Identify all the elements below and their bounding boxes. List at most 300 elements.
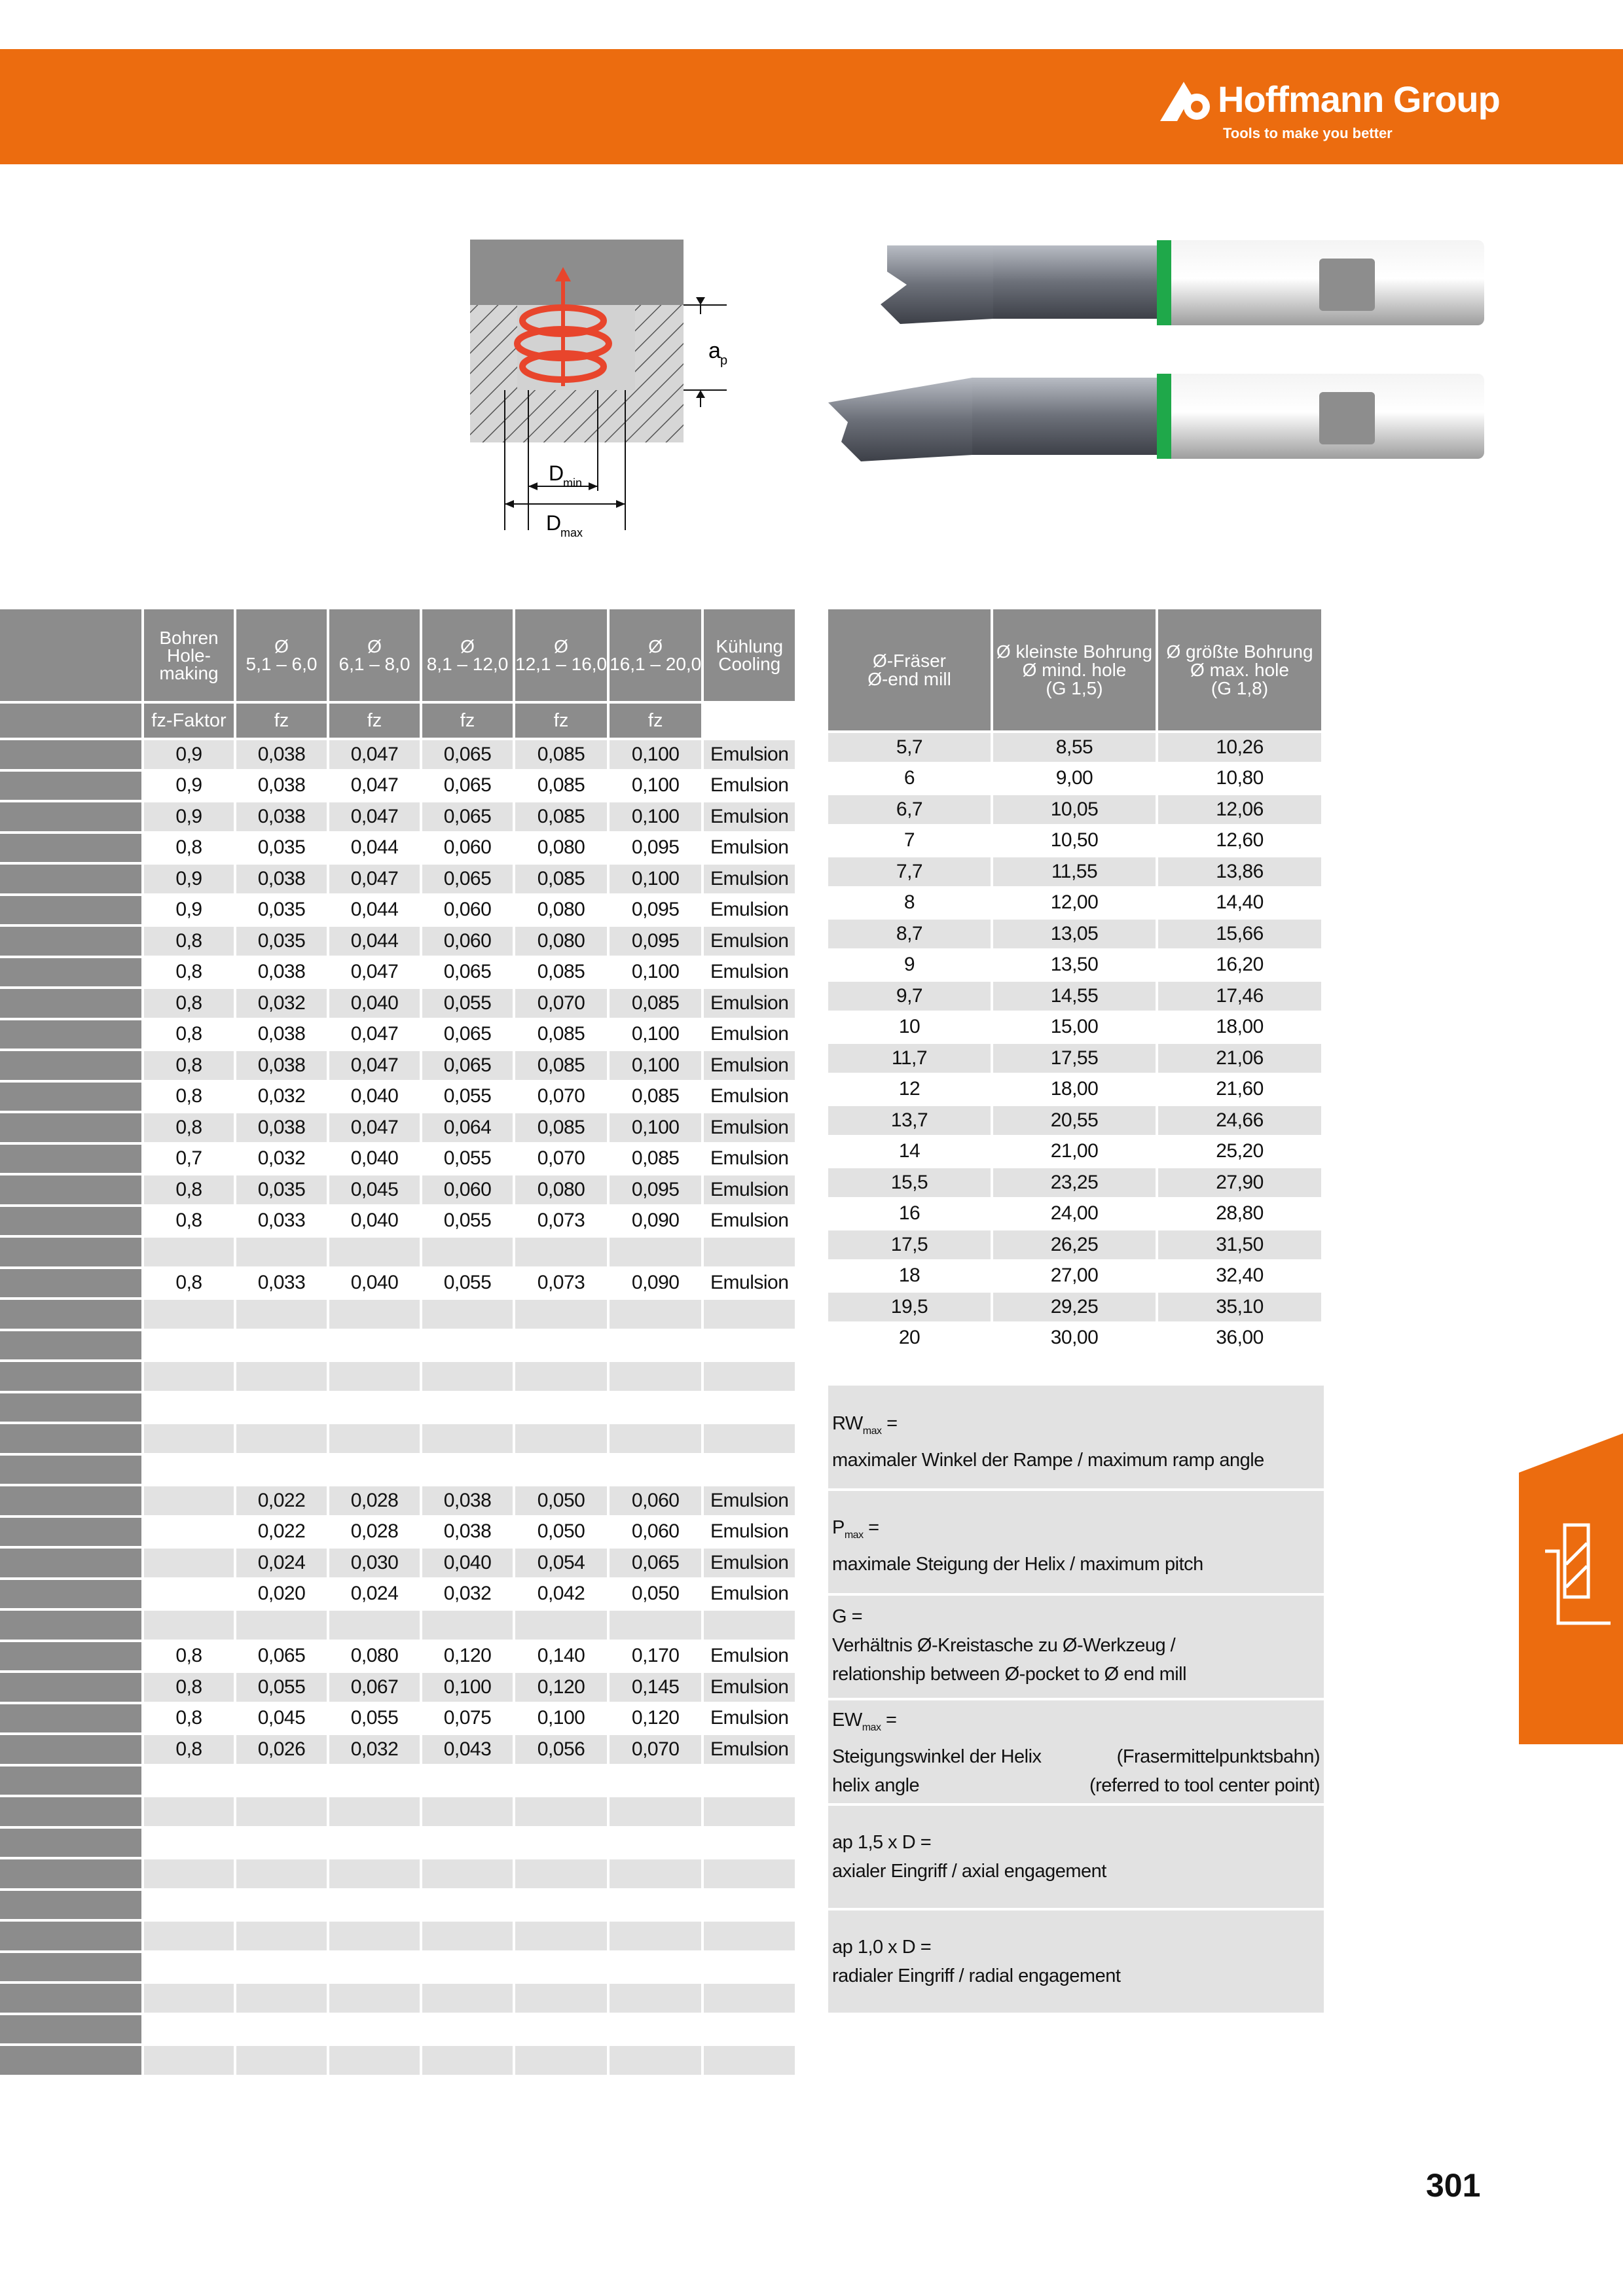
table-cell xyxy=(329,1981,422,2013)
table-cell xyxy=(610,1391,704,1422)
table-cell: 0,085 xyxy=(610,1080,704,1111)
table-cell: 0,055 xyxy=(422,1142,515,1174)
table-cell xyxy=(236,1359,329,1391)
table-cell: 0,080 xyxy=(515,924,610,956)
ap10-symbol: ap 1,0 x D = xyxy=(832,1937,932,1958)
table-cell xyxy=(144,1795,236,1826)
table-cell xyxy=(422,1329,515,1360)
table-cell xyxy=(610,1608,704,1640)
table-cell: 0,100 xyxy=(422,1670,515,1702)
p-eq: = xyxy=(863,1517,879,1538)
table-cell: 0,042 xyxy=(515,1577,610,1609)
table-cell xyxy=(515,1422,610,1453)
table-cell: 0,8 xyxy=(144,1732,236,1764)
dmin-label-sub: min xyxy=(563,476,583,490)
table-cell: Emulsion xyxy=(704,1670,797,1702)
row-label-cell xyxy=(0,1329,144,1360)
table-cell: 27,00 xyxy=(993,1259,1158,1291)
end-mill-tool-image xyxy=(822,232,1486,468)
table-row xyxy=(0,1919,797,1950)
row-label-cell xyxy=(0,1111,144,1142)
table-cell xyxy=(144,1764,236,1795)
dmin-label: D xyxy=(549,461,564,485)
rw-eq: = xyxy=(881,1413,898,1434)
table-cell: 0,028 xyxy=(329,1484,422,1515)
table-cell: Emulsion xyxy=(704,1080,797,1111)
row-label-cell xyxy=(0,1857,144,1888)
table-cell: 0,8 xyxy=(144,1111,236,1142)
table-cell: 0,065 xyxy=(610,1546,704,1577)
table-row xyxy=(0,1764,797,1795)
table-cell xyxy=(329,1453,422,1484)
table-cell: 14 xyxy=(828,1135,993,1166)
brand-tagline: Tools to make you better xyxy=(1223,125,1393,141)
table-cell: 20,55 xyxy=(993,1103,1158,1135)
table-cell: 0,080 xyxy=(329,1640,422,1671)
row-label-cell xyxy=(0,924,144,956)
table-cell: 15,00 xyxy=(993,1011,1158,1042)
table-cell: 0,070 xyxy=(610,1732,704,1764)
table-cell xyxy=(236,1981,329,2013)
table-cell xyxy=(236,1919,329,1950)
row-label-cell xyxy=(0,1640,144,1671)
table-cell: 0,9 xyxy=(144,769,236,800)
cutting-data-table xyxy=(0,609,797,2075)
table-cell: 14,55 xyxy=(993,979,1158,1011)
p-description: maximale Steigung der Helix / maximum pitch xyxy=(832,1553,1203,1575)
table-row xyxy=(0,1670,797,1702)
table-cell: Emulsion xyxy=(704,986,797,1018)
cutting-data-header-5: Ø 12,1 – 16,0 xyxy=(515,609,610,701)
table-cell xyxy=(329,2013,422,2044)
table-cell: 0,170 xyxy=(610,1640,704,1671)
table-cell: 17,5 xyxy=(828,1228,993,1259)
table-cell: 0,120 xyxy=(610,1702,704,1733)
table-cell xyxy=(515,1764,610,1795)
table-cell: 14,40 xyxy=(1158,886,1324,918)
table-row xyxy=(828,948,1324,980)
row-label-cell xyxy=(0,1266,144,1298)
row-label-cell xyxy=(0,1422,144,1453)
table-row xyxy=(0,986,797,1018)
table-cell xyxy=(515,1795,610,1826)
table-cell xyxy=(144,1919,236,1950)
table-cell: 0,050 xyxy=(610,1577,704,1609)
table-row xyxy=(828,1011,1324,1042)
table-cell: 0,047 xyxy=(329,956,422,987)
table-cell xyxy=(144,1297,236,1329)
table-cell: 0,075 xyxy=(422,1702,515,1733)
table-cell: 0,8 xyxy=(144,1080,236,1111)
table-cell: 0,026 xyxy=(236,1732,329,1764)
table-cell: Emulsion xyxy=(704,831,797,863)
table-cell xyxy=(236,1857,329,1888)
table-cell: 0,065 xyxy=(422,800,515,831)
table-cell: 0,035 xyxy=(236,831,329,863)
cutting-data-subheader-4: fz xyxy=(422,701,515,738)
cutting-data-subheader-3: fz xyxy=(329,701,422,738)
table-cell: 0,038 xyxy=(422,1515,515,1547)
table-cell xyxy=(236,1608,329,1640)
table-cell: 13,50 xyxy=(993,948,1158,980)
table-cell xyxy=(704,1359,797,1391)
table-cell xyxy=(144,1888,236,1920)
table-cell: Emulsion xyxy=(704,800,797,831)
row-label-cell xyxy=(0,1049,144,1080)
table-cell: Emulsion xyxy=(704,769,797,800)
cutting-data-header-6: Ø 16,1 – 20,0 xyxy=(610,609,704,701)
table-cell: 0,038 xyxy=(236,738,329,769)
table-cell: 24,66 xyxy=(1158,1103,1324,1135)
table-cell xyxy=(704,1764,797,1795)
table-cell: 20 xyxy=(828,1321,993,1353)
table-cell: 0,024 xyxy=(236,1546,329,1577)
table-cell xyxy=(236,2013,329,2044)
table-cell: 0,060 xyxy=(610,1515,704,1547)
table-cell: 10,05 xyxy=(993,793,1158,824)
table-cell: 0,038 xyxy=(236,862,329,893)
table-cell: Emulsion xyxy=(704,1266,797,1298)
table-cell: Emulsion xyxy=(704,1546,797,1577)
table-cell: 0,038 xyxy=(422,1484,515,1515)
table-cell xyxy=(236,1391,329,1422)
row-label-cell xyxy=(0,738,144,769)
table-cell xyxy=(144,1857,236,1888)
table-cell xyxy=(610,1795,704,1826)
row-label-cell xyxy=(0,1142,144,1174)
table-cell xyxy=(515,1826,610,1857)
table-cell: 8 xyxy=(828,886,993,918)
table-cell: 0,038 xyxy=(236,769,329,800)
table-cell: 0,047 xyxy=(329,769,422,800)
table-row xyxy=(828,917,1324,948)
table-cell: 0,085 xyxy=(515,1049,610,1080)
table-cell xyxy=(236,1453,329,1484)
legend xyxy=(828,1386,1324,2015)
legend-ap15 xyxy=(828,1806,1324,1908)
table-cell: 0,8 xyxy=(144,956,236,987)
table-row xyxy=(0,1297,797,1329)
table-cell xyxy=(236,1950,329,1982)
table-cell: Emulsion xyxy=(704,1640,797,1671)
table-row xyxy=(0,1826,797,1857)
legend-g xyxy=(828,1596,1324,1698)
table-cell: 0,085 xyxy=(515,769,610,800)
table-cell xyxy=(515,1857,610,1888)
table-cell xyxy=(236,1329,329,1360)
table-cell xyxy=(515,1297,610,1329)
row-label-cell xyxy=(0,1484,144,1515)
cutting-data-subheader-1: fz-Faktor xyxy=(144,701,236,738)
table-cell xyxy=(515,1359,610,1391)
table-cell xyxy=(329,1888,422,1920)
g-description-1: Verhältnis Ø-Kreistasche zu Ø-Werkzeug / xyxy=(832,1635,1176,1656)
table-cell: 0,8 xyxy=(144,1018,236,1049)
table-cell: 0,022 xyxy=(236,1484,329,1515)
table-row xyxy=(828,1321,1324,1353)
table-row xyxy=(828,1228,1324,1259)
hole-size-header-0: Ø-Fräser Ø-end mill xyxy=(828,609,993,730)
table-cell: 18,00 xyxy=(993,1073,1158,1104)
table-cell: 0,064 xyxy=(422,1111,515,1142)
legend-ap10 xyxy=(828,1910,1324,2013)
table-cell xyxy=(610,1297,704,1329)
table-cell: Emulsion xyxy=(704,956,797,987)
table-cell: 0,035 xyxy=(236,1173,329,1204)
table-cell: 0,100 xyxy=(610,738,704,769)
table-cell xyxy=(610,1888,704,1920)
table-row xyxy=(0,769,797,800)
table-cell xyxy=(704,1950,797,1982)
table-cell: 0,033 xyxy=(236,1266,329,1298)
row-label-cell xyxy=(0,1826,144,1857)
table-row xyxy=(0,1329,797,1360)
row-label-cell xyxy=(0,893,144,925)
table-cell: 0,047 xyxy=(329,1111,422,1142)
table-cell xyxy=(144,1981,236,2013)
table-cell xyxy=(704,1297,797,1329)
row-label-cell xyxy=(0,1235,144,1266)
table-cell: 0,8 xyxy=(144,831,236,863)
end-mill-short xyxy=(881,240,1484,325)
row-label-cell xyxy=(0,1515,144,1547)
table-row xyxy=(0,1359,797,1391)
table-row xyxy=(828,1135,1324,1166)
table-cell xyxy=(236,1297,329,1329)
table-cell: 0,8 xyxy=(144,1204,236,1236)
ap-label-sub: p xyxy=(720,353,728,368)
table-cell xyxy=(704,1919,797,1950)
table-row xyxy=(0,1484,797,1515)
table-cell: 30,00 xyxy=(993,1321,1158,1353)
table-cell xyxy=(610,1981,704,2013)
table-cell: 19,5 xyxy=(828,1290,993,1321)
p-sub: max xyxy=(844,1529,864,1541)
row-label-cell xyxy=(0,1950,144,1982)
table-cell: 0,024 xyxy=(329,1577,422,1609)
ap10-description: radialer Eingriff / radial engagement xyxy=(832,1965,1121,1986)
table-cell xyxy=(610,1826,704,1857)
table-cell: 0,044 xyxy=(329,831,422,863)
table-cell: 0,050 xyxy=(515,1484,610,1515)
cutting-data-header-3: Ø 6,1 – 8,0 xyxy=(329,609,422,701)
table-cell: 0,9 xyxy=(144,893,236,925)
table-cell: Emulsion xyxy=(704,924,797,956)
table-cell: 28,80 xyxy=(1158,1197,1324,1229)
table-cell xyxy=(515,1329,610,1360)
table-row xyxy=(0,1515,797,1547)
cutting-data-header-0 xyxy=(0,609,144,701)
table-cell: 0,067 xyxy=(329,1670,422,1702)
table-row xyxy=(0,1080,797,1111)
table-cell xyxy=(610,1359,704,1391)
table-row xyxy=(0,1857,797,1888)
row-label-cell xyxy=(0,1204,144,1236)
table-cell xyxy=(329,1329,422,1360)
table-cell: 0,085 xyxy=(515,956,610,987)
table-cell xyxy=(610,2013,704,2044)
table-cell: 0,060 xyxy=(422,831,515,863)
table-cell xyxy=(515,1888,610,1920)
table-row xyxy=(828,824,1324,855)
table-cell xyxy=(422,1857,515,1888)
table-cell: 17,55 xyxy=(993,1041,1158,1073)
cutting-data-header-7: Kühlung Cooling xyxy=(704,609,797,701)
table-cell: 0,038 xyxy=(236,800,329,831)
table-cell xyxy=(704,1329,797,1360)
table-row xyxy=(0,1702,797,1733)
table-cell xyxy=(329,2043,422,2075)
table-cell: 0,120 xyxy=(422,1640,515,1671)
table-cell: 0,8 xyxy=(144,1173,236,1204)
table-cell: 35,10 xyxy=(1158,1290,1324,1321)
table-row xyxy=(0,1142,797,1174)
ap-label: a xyxy=(708,338,721,363)
table-row xyxy=(0,1888,797,1920)
table-cell xyxy=(422,1422,515,1453)
table-cell xyxy=(422,1795,515,1826)
table-cell xyxy=(236,1795,329,1826)
table-cell: 0,065 xyxy=(422,1018,515,1049)
table-cell: 0,8 xyxy=(144,1640,236,1671)
table-cell: 0,8 xyxy=(144,1702,236,1733)
cutting-data-header-2: Ø 5,1 – 6,0 xyxy=(236,609,329,701)
rw-symbol: RW xyxy=(832,1413,863,1434)
ew-symbol: EW xyxy=(832,1710,862,1731)
table-cell: 0,060 xyxy=(422,924,515,956)
table-cell: 10 xyxy=(828,1011,993,1042)
table-cell xyxy=(236,1888,329,1920)
table-row xyxy=(0,1235,797,1266)
table-cell: 0,040 xyxy=(422,1546,515,1577)
table-cell: 0,100 xyxy=(610,800,704,831)
table-cell: 21,00 xyxy=(993,1135,1158,1166)
table-cell: 0,070 xyxy=(515,986,610,1018)
row-label-cell xyxy=(0,956,144,987)
table-cell xyxy=(610,2043,704,2075)
table-cell: 0,095 xyxy=(610,893,704,925)
end-mill-long xyxy=(828,374,1484,461)
dmax-label: D xyxy=(546,511,562,535)
table-cell: 5,7 xyxy=(828,730,993,762)
cutting-data-subheader-7 xyxy=(704,701,797,738)
table-cell xyxy=(144,1235,236,1266)
table-cell: 0,7 xyxy=(144,1142,236,1174)
table-cell: 0,065 xyxy=(422,862,515,893)
table-cell: Emulsion xyxy=(704,1173,797,1204)
p-symbol: P xyxy=(832,1517,845,1538)
table-cell: 0,056 xyxy=(515,1732,610,1764)
table-cell xyxy=(610,1919,704,1950)
table-row xyxy=(0,1204,797,1236)
table-cell xyxy=(422,1919,515,1950)
row-label-cell xyxy=(0,1359,144,1391)
table-cell xyxy=(236,1764,329,1795)
hoffmann-logo-icon xyxy=(1158,78,1216,124)
table-cell xyxy=(515,1391,610,1422)
table-cell: 0,085 xyxy=(515,738,610,769)
table-cell: 0,055 xyxy=(422,1204,515,1236)
table-cell: 0,055 xyxy=(422,1266,515,1298)
table-cell xyxy=(704,1826,797,1857)
row-label-cell xyxy=(0,1919,144,1950)
table-cell xyxy=(329,1422,422,1453)
hole-size-header-1: Ø kleinste Bohrung Ø mind. hole (G 1,5) xyxy=(993,609,1158,730)
table-cell: 0,100 xyxy=(610,1111,704,1142)
table-cell: 17,46 xyxy=(1158,979,1324,1011)
row-label-cell xyxy=(0,986,144,1018)
table-cell: 0,120 xyxy=(515,1670,610,1702)
table-cell xyxy=(704,1453,797,1484)
table-cell: 7 xyxy=(828,824,993,855)
table-cell: 10,26 xyxy=(1158,730,1324,762)
legend-ew xyxy=(828,1700,1324,1803)
table-cell: 0,038 xyxy=(236,1111,329,1142)
table-cell xyxy=(422,1888,515,1920)
table-cell xyxy=(515,2043,610,2075)
table-cell: 29,25 xyxy=(993,1290,1158,1321)
cutting-data-subheader-5: fz xyxy=(515,701,610,738)
table-cell: 9 xyxy=(828,948,993,980)
table-cell xyxy=(144,1577,236,1609)
table-row xyxy=(828,979,1324,1011)
table-row xyxy=(828,1103,1324,1135)
table-cell: 0,100 xyxy=(610,1049,704,1080)
table-cell xyxy=(515,1919,610,1950)
ap15-symbol: ap 1,5 x D = xyxy=(832,1832,932,1853)
table-cell xyxy=(144,1950,236,1982)
row-label-cell xyxy=(0,2043,144,2075)
table-cell: Emulsion xyxy=(704,1204,797,1236)
table-cell: 0,065 xyxy=(422,956,515,987)
table-cell: 21,60 xyxy=(1158,1073,1324,1104)
table-cell: 0,100 xyxy=(515,1702,610,1733)
table-row xyxy=(0,1049,797,1080)
row-label-cell xyxy=(0,1297,144,1329)
table-cell: 0,065 xyxy=(236,1640,329,1671)
table-cell: 25,20 xyxy=(1158,1135,1324,1166)
table-cell: 0,085 xyxy=(515,800,610,831)
table-cell: 12 xyxy=(828,1073,993,1104)
table-row xyxy=(0,1546,797,1577)
table-cell: 7,7 xyxy=(828,855,993,886)
table-cell xyxy=(144,1515,236,1547)
table-row xyxy=(0,893,797,925)
table-cell xyxy=(329,1235,422,1266)
table-cell: 0,073 xyxy=(515,1204,610,1236)
table-cell: 0,080 xyxy=(515,893,610,925)
table-row xyxy=(828,1290,1324,1321)
table-cell: 0,9 xyxy=(144,800,236,831)
row-label-cell xyxy=(0,1453,144,1484)
table-cell xyxy=(329,1391,422,1422)
table-cell xyxy=(144,1546,236,1577)
table-cell: Emulsion xyxy=(704,893,797,925)
table-cell xyxy=(236,1235,329,1266)
table-cell xyxy=(144,1484,236,1515)
brand-name: Hoffmann Group xyxy=(1218,79,1500,120)
table-cell: 0,085 xyxy=(610,986,704,1018)
table-cell: 0,070 xyxy=(515,1142,610,1174)
table-cell xyxy=(329,1297,422,1329)
table-cell: 0,055 xyxy=(422,1080,515,1111)
table-cell xyxy=(704,1888,797,1920)
ew-description-de: Steigungswinkel der Helix xyxy=(832,1746,1042,1767)
table-cell xyxy=(610,1235,704,1266)
table-row xyxy=(828,1259,1324,1291)
table-cell: 0,065 xyxy=(422,769,515,800)
table-cell: 10,50 xyxy=(993,824,1158,855)
